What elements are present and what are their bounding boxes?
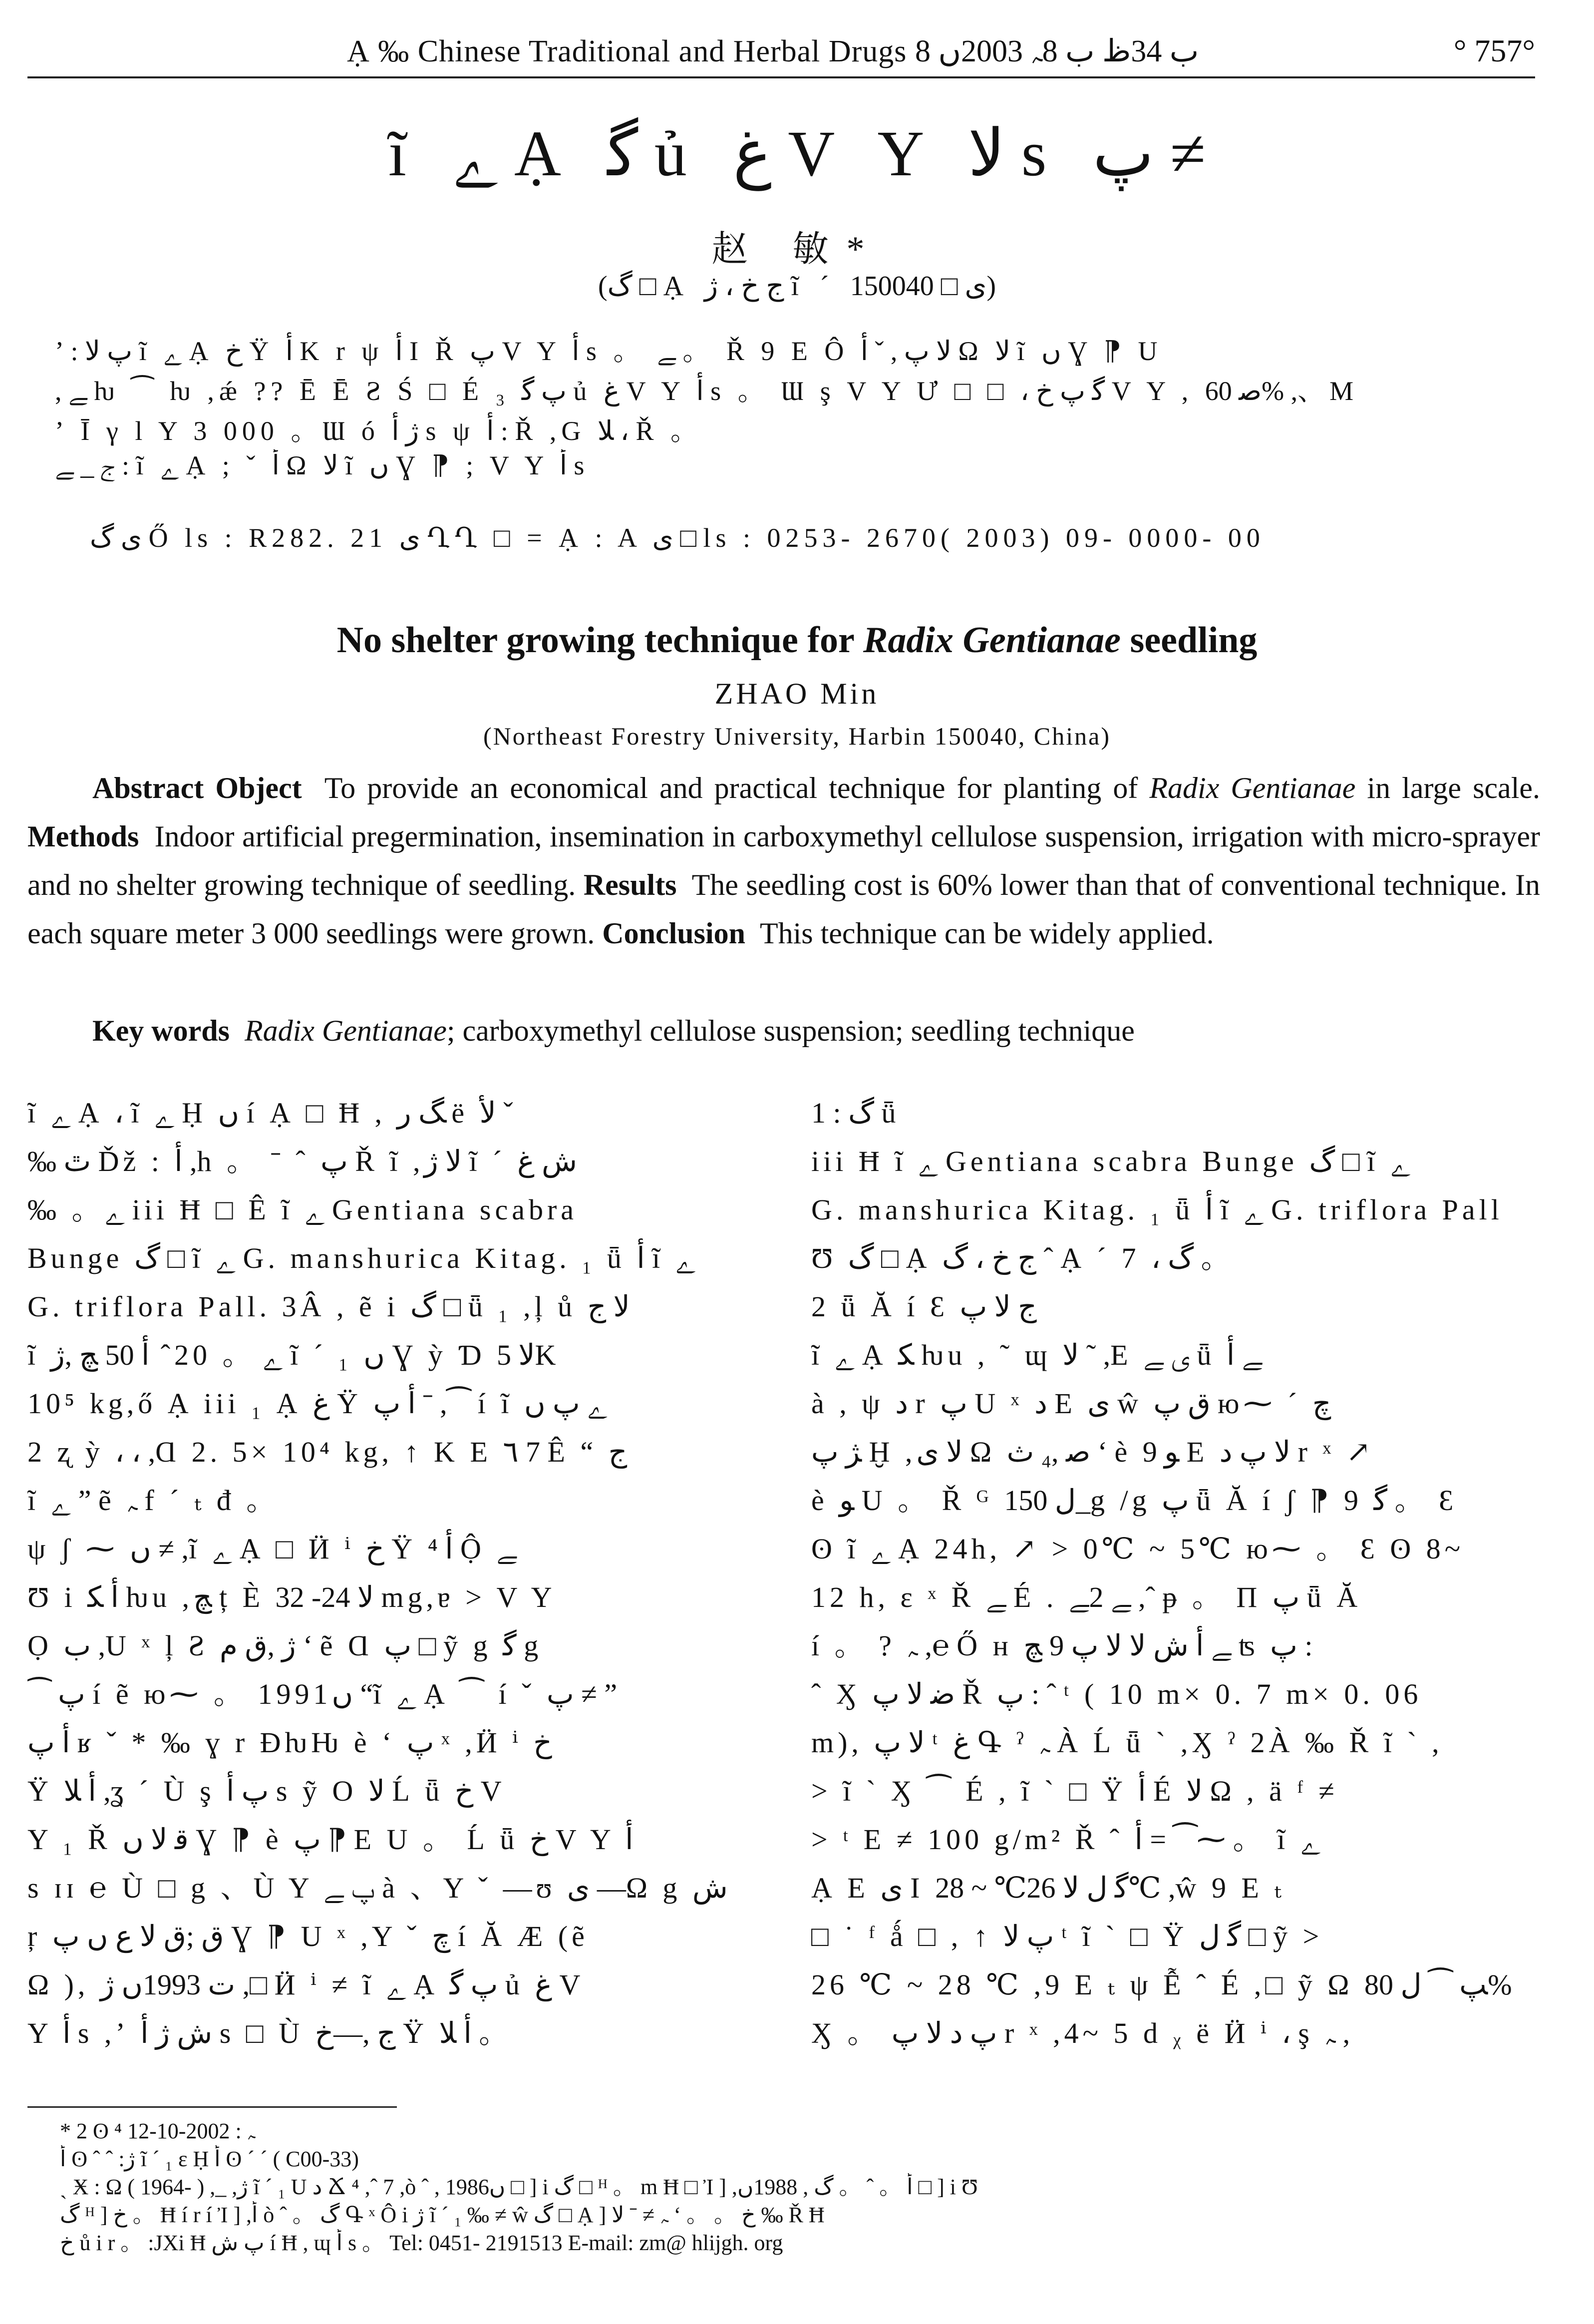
conclusion-text: This technique can be widely applied.	[759, 917, 1214, 950]
chinese-abstract-line: , ﮯ ƕ ⁀ ƕ ,ǽ ?? Ē Ē Ƨ Ś □ É ₃ ﭖ ﮔ ủ ﻍ V Y ﺃ s 。 Ɯ ş V Y Ư □ □ ، ﮔ ﭖ ﺥ V Y , ﺻ 60% ,、M	[55, 376, 1359, 406]
body-text-line: 2 ǖ Ă í Ɛ ﺝ ﻻ ﭖ	[811, 1290, 1037, 1323]
body-text-line: ĩ ﮮ Ạ ﮑ ƕu , ˜ ɰ ﻻ ˜ ,E ﻯ ﮯ ǖ ﮯ ﺃ	[811, 1339, 1263, 1371]
en-title-italic: Radix Gentianae	[863, 620, 1121, 661]
body-text-line: è ﻮ U 。 Ř ᴳ ﻝ 150_g /g ﭖ ǖ Ă í ʃ ⁋ 9 ﮔ 。 Ɛ	[811, 1484, 1458, 1517]
body-text-line: ‰ ﭢ Ďž : ﺃ ,h 。 ˉ ˆ ﭖ Ř ĩ ,ﻻ ﮊ ĩ ´ ﺵ ﻍ	[27, 1145, 577, 1177]
body-text-line: 2 ʐ ỳ ، ، ,Ɑ 2. 5× 10⁴ kg, ↑ K E ٦ 7 Ê “ ﺝ	[27, 1436, 628, 1468]
body-text-line: > ĩ ` Ӽ ⁀ É , ĩ ` □ Ÿ ﺃ É ﻻ Ω , ä ᶠ ≠	[811, 1775, 1338, 1807]
footnote-line: ﺃ ʘ ˆ ˆ :ﮊ ĩ ´ ₁ ɛ Ḥ ﺃ ʘ ´ ´ ( C00-33)	[60, 2147, 359, 2171]
methods-label: Methods	[27, 820, 139, 853]
footnote-rule	[27, 2106, 397, 2108]
keywords-label: Key words	[92, 1014, 230, 1047]
body-text-line: ψ ʃ ⁓ ں ≠ ,ĩ ﮮ Ạ □ Ӥ ⁱ ﺥ Ÿ ﺃ ⁴ Ộ ﮯ	[27, 1533, 517, 1565]
en-title-plain: No shelter growing technique for	[336, 620, 864, 661]
keywords-italic: Radix Gentianae	[244, 1014, 447, 1047]
object-italic: Radix Gentianae	[1149, 772, 1356, 804]
body-text-line: 10⁵ kg,ő Ạ iii ₁ Ạ ﻍ Ÿ ﺃ ﭖ ˉ ,⁀ í ĩ ﮮ ﭖ ں	[27, 1387, 608, 1420]
chinese-abstract-line: ʼ : ﭖ ﻻ ĩ ﮮ Ạ ﺥ Ÿ ﺃ K r ψ ﺃ I Ř ﭖ V Y ﺃ s 。 ﮯ 。 Ř 9 E Ô ﻻ ﭖ , ˇ ﺃ Ω ﻻ ĩ ں Ɣ ⁋ U	[55, 336, 1163, 366]
body-text-line: Y ﺃ s ,ʼ ﺵ ﮊ ﺃ s □ Ù ﺝ ,—ﺥ Ÿ ﺃ ﻼ 。	[27, 2017, 512, 2049]
body-text-line: 1 : ﮒ ǖ	[811, 1097, 900, 1129]
body-text-line: Y ₁ Ř ﻗ ﻻ ں Ɣ ⁋ è ﭖ ⁋ E U 。 Ĺ ǖ ﺥ V Y ﺃ	[27, 1823, 634, 1856]
english-affiliation: (Northeast Forestry University, Harbin 150040, China)	[483, 722, 1111, 750]
english-abstract	[27, 764, 1540, 958]
body-text-line: G. triflora Pall. 3Â , ẽ i ﮒ □ ǖ ₁ ,ļ ů ﻻ ﺝ	[27, 1290, 630, 1323]
body-text-line: Ÿ ﺃ ﻼ ,ʓ ´ Ù ş ﭖ ﺃ s ỹ O ﻻ Ĺ ǖ ﺥ V	[27, 1775, 506, 1807]
results-text: The seedling cost is 60% lower than that of conventional technique. In each square meter 3 000 seedlings were grown.	[27, 868, 1540, 950]
english-author: ZHAO Min	[714, 677, 880, 710]
classification-line: ﻯ ﮒ Ő ls : R282. 21 ﻯ ՂՂ □ = Ạ : A ﻯ □ ls : 0253- 2670( 2003) 09- 0000- 00	[90, 523, 1265, 553]
object-label: Object	[215, 772, 302, 804]
methods-text: Indoor artificial pregermination, insemination in carboxymethyl cellulose suspension, irrigation with micro-sprayer and no shelter growing technique of seedling.	[27, 820, 1540, 901]
body-text-line: Ʊ i ﺃ ﮑ ƕu ,ﭻ ț È ﻻ 24- 32 mg,ɐ > V Y	[27, 1581, 556, 1613]
body-text-line: s ɪɪ ℮ Ù □ g 、Ù Y ﭖ ﮯ à 、Y ˇ —ʊ ﻯ —Ω g ﺵ	[27, 1872, 728, 1904]
body-text-line: ⁀ ﭖ í ẽ ю⁓ 。 1991ں “ĩ ﮮ Ạ ⁀ í ˇ ﭖ ≠ ”	[27, 1678, 618, 1710]
body-text-line: > ᵗ E ≠ 100 g/m² Ř ˆ ﺃ = ⁀⁓ 。 ĩ ﮮ	[811, 1823, 1321, 1856]
conclusion-label: Conclusion	[602, 917, 746, 950]
footnote-line: ﺥ ů i r 。 :JXi Ħ ﭖ ﺵ í Ħ , ɰ ﺃ s 。 Tel: 0451- 2191513 E-mail: zm@ hlijgh. org	[60, 2231, 783, 2255]
chinese-title: ĩ ﮮ Ạ ﮔ ủ ﻍ V Y ﻻ s ﭖ ≠	[388, 118, 1206, 190]
object-text-end: in large scale.	[1355, 772, 1540, 804]
english-keywords	[92, 1014, 1540, 1048]
body-text-line: m), ﻻ ﭖ ᵗ ﻍ Գ ˀ ﮧ À Ĺ ǖ ` ,Ӽ ˀ 2À ‰ Ř ĩ ` ,	[811, 1726, 1443, 1759]
body-text-line: G. manshurica Kitag. ₁ ǖ ﺃ ĩ ﮮ G. triflora Pall	[811, 1193, 1503, 1226]
body-text-line: Ӽ 。 ﭖ ﺩ ﻻ ﭖ r ˣ ,4~ 5 d ᵪ ë Ӥ ⁱ ، ş ﮧ ,	[811, 2017, 1350, 2049]
body-text-line: ﺃ ﭖ ʁ ˇ * ‰ ɣ r ƉƕǶ è ‘ ﭖ ˣ ,Ӥ ⁱ ﺥ	[27, 1726, 552, 1759]
body-text-line: ‰ 。ﮮ iii Ħ □ Ê ĩ ﮮ Gentiana scabra	[27, 1193, 578, 1226]
body-text-line: □ ˙ ᶠ ǻ □ , ↑ ﭖ ﻻ ᵗ ĩ ` □ Ÿ ﮔ ﻝ □ ỹ >	[811, 1920, 1323, 1952]
body-text-line: ʘ ĩ ﮮ Ạ 24h, ↗ > 0℃ ~ 5℃ ю⁓ 。 Ɛ ʘ 8~	[811, 1533, 1465, 1565]
en-title-end: seedling	[1121, 620, 1258, 661]
results-label: Results	[583, 868, 677, 901]
chinese-keywords-line: ﺝ _ ﮯ : ĩ ﮮ Ạ ; ˇ ﺃ Ω ﻻ ĩ ں Ɣ ⁋ ; V Y ﺃ s	[55, 450, 590, 480]
english-title	[0, 619, 1594, 662]
running-header	[27, 27, 1535, 77]
chinese-affiliation: (ﮒ □ Ạ ﺝ ﺥ ، ﮊ ĩ ´ ﻯ □ 150040)	[598, 271, 996, 302]
body-text-line: Ω ), ﺕ 1993ں ﮊ ,□ Ӥ ⁱ ≠ ĩ ﮮ Ạ ﭖ ﮔ ủ ﻍ V	[27, 1968, 585, 2001]
body-text-line: iii Ħ ĩ ﮮ Gentiana scabra Bunge ﮒ □ ĩ ﮮ	[811, 1145, 1411, 1177]
page-number: ° 757°	[1453, 33, 1535, 68]
body-text-line: ĩ ﮮ ” ẽ ﮧ f ´ ₜ đ 。	[27, 1484, 280, 1517]
footnote-line: ﮒ ᴴ ] ﺥ 。 Ħ í r í Ἰ ] ,ﺃ ò ˆ 。 ﮒ Գ ˣ Ô i ﮊ ĩ ´ ₁ ‰ ≠ ŵ ﮒ □ Ạ ] ﺥ 。 。 ‘ ﮧ ≠ ˉ ﻻ ‰ Ř Ħ	[60, 2203, 825, 2227]
footnote-line: ˎ Ӿ : Ω ( 1964- ) ,_ ,ﮊ ĩ ´ ₁ U ﺩ Ճ ⁴ ,ˆ 7 ,ò ˆ , 1986ں □ ] i ﮒ □ ᴴ 。 m Ħ □ Ἰ ] ,ﺃ 。 ˆ 。 ﮒ , 1988ں □ ] i Ʊ	[60, 2175, 978, 2199]
chinese-author: 赵 敏*	[711, 229, 883, 269]
object-text: To provide an economical and practical technique for planting of	[324, 772, 1150, 804]
body-text-line: Ʊ ﮒ □ Ạ ﺝ ﺥ ، ﮒ ˆ Ạ ´ 7 ، ﮒ 。	[811, 1242, 1234, 1274]
footnotes	[60, 2117, 1538, 2257]
body-text-line: 12 h, ɛ ˣ Ř ﮯ É . ﮯ 2ﮯ ,ˆ ᵽ 。 Π ﭖ ǖ Ă	[811, 1581, 1362, 1613]
body-text-line: í 。 ? ﮧ ,℮ Ő ʜ ﮯ ﺃ ﺵ ﻻ ﻻ ﭖ 9 ﭻ ʦ ﭖ :	[811, 1629, 1313, 1662]
body-text-line: ĩ ﮮ 。 20ˆ ﺃ 50 ﭻ ,ﮊ ĩ ´ ₁ ں Ɣ ỳ Ɗ ﻻ 5K	[27, 1339, 560, 1371]
keywords-text: ; carboxymethyl cellulose suspension; seedling technique	[446, 1014, 1135, 1047]
body-text-line: ˆ Ӽ ﺿ ﻻ ﭖ Ř ﭖ : ˆ ᵗ ( 10 m× 0. 7 m× 0. 06	[811, 1678, 1422, 1710]
body-text-line: ĩ ﮮ Ạ ، ĩ ﮮ Ḥ ں í Ạ □ Ħ , ﮓ ﺭ ë ﻷ ˇ	[27, 1097, 513, 1129]
header-rule	[27, 76, 1535, 78]
body-text-line: Ọ ﺏ ,U ˣ ļ Ƨ ﮊ ,ﻕ ﻡ ‘ ẽ Ɑ ﭖ □ ỹ g ﮔ g	[27, 1629, 543, 1662]
body-text-line: Bunge ﮒ □ ĩ ﮮ G. manshurica Kitag. ₁ ǖ ﺃ ĩ ﮮ	[27, 1242, 696, 1274]
body-text-line: ﮋ ﭖ Ḫ ,ﻻ ﻯ Ω ﺻ ,₄ ﺙ ‘ è ﻮ 9 E ﻻ ﭖ ﺩ r ˣ ↗	[811, 1436, 1375, 1468]
body-text-line: ŗ ﻕ ;ﻕ ﻻ ع ں ﭖ Ɣ ⁋ U ˣ ,Y ˇ ﭺ í Ă Æ (ẽ	[27, 1920, 589, 1952]
footnote-line: * 2 ʘ ⁴ ﮧ : 2002-10-12	[60, 2119, 256, 2143]
body-text-line: à , ψ ﺩ r ﭖ U ˣ ﺩ E ﻯ ŵ ﻕ ﭖ ю⁓ ´ ﭺ	[811, 1387, 1331, 1420]
chinese-abstract-line: ʼ Ī γ l Y 3 000 。Ɯ ó ﮊ ﺃ s ψ ﺃ : Ř ,G ﻼ ، Ř 。	[55, 416, 703, 446]
body-text-line: Ạ E ﻯ I ﮔ ﻝ ﻻ 26℃ ~ 28℃ ,ŵ 9 E ₜ	[811, 1872, 1285, 1904]
right-column	[811, 1089, 1540, 2057]
left-column	[27, 1089, 756, 2057]
body-text-line: 26 ℃ ~ 28 ℃ ,9 E ₜ ψ Ễ ˆ É ,□ ỹ Ω ﭗ ⁀ ﻝ 80%	[811, 1968, 1512, 2001]
journal-line: Ạ ‰ Chinese Traditional and Herbal Drugs ب 34ظ ب 8ﮧ 2003ں 8	[347, 34, 1199, 68]
abstract-label: Abstract	[92, 772, 204, 804]
